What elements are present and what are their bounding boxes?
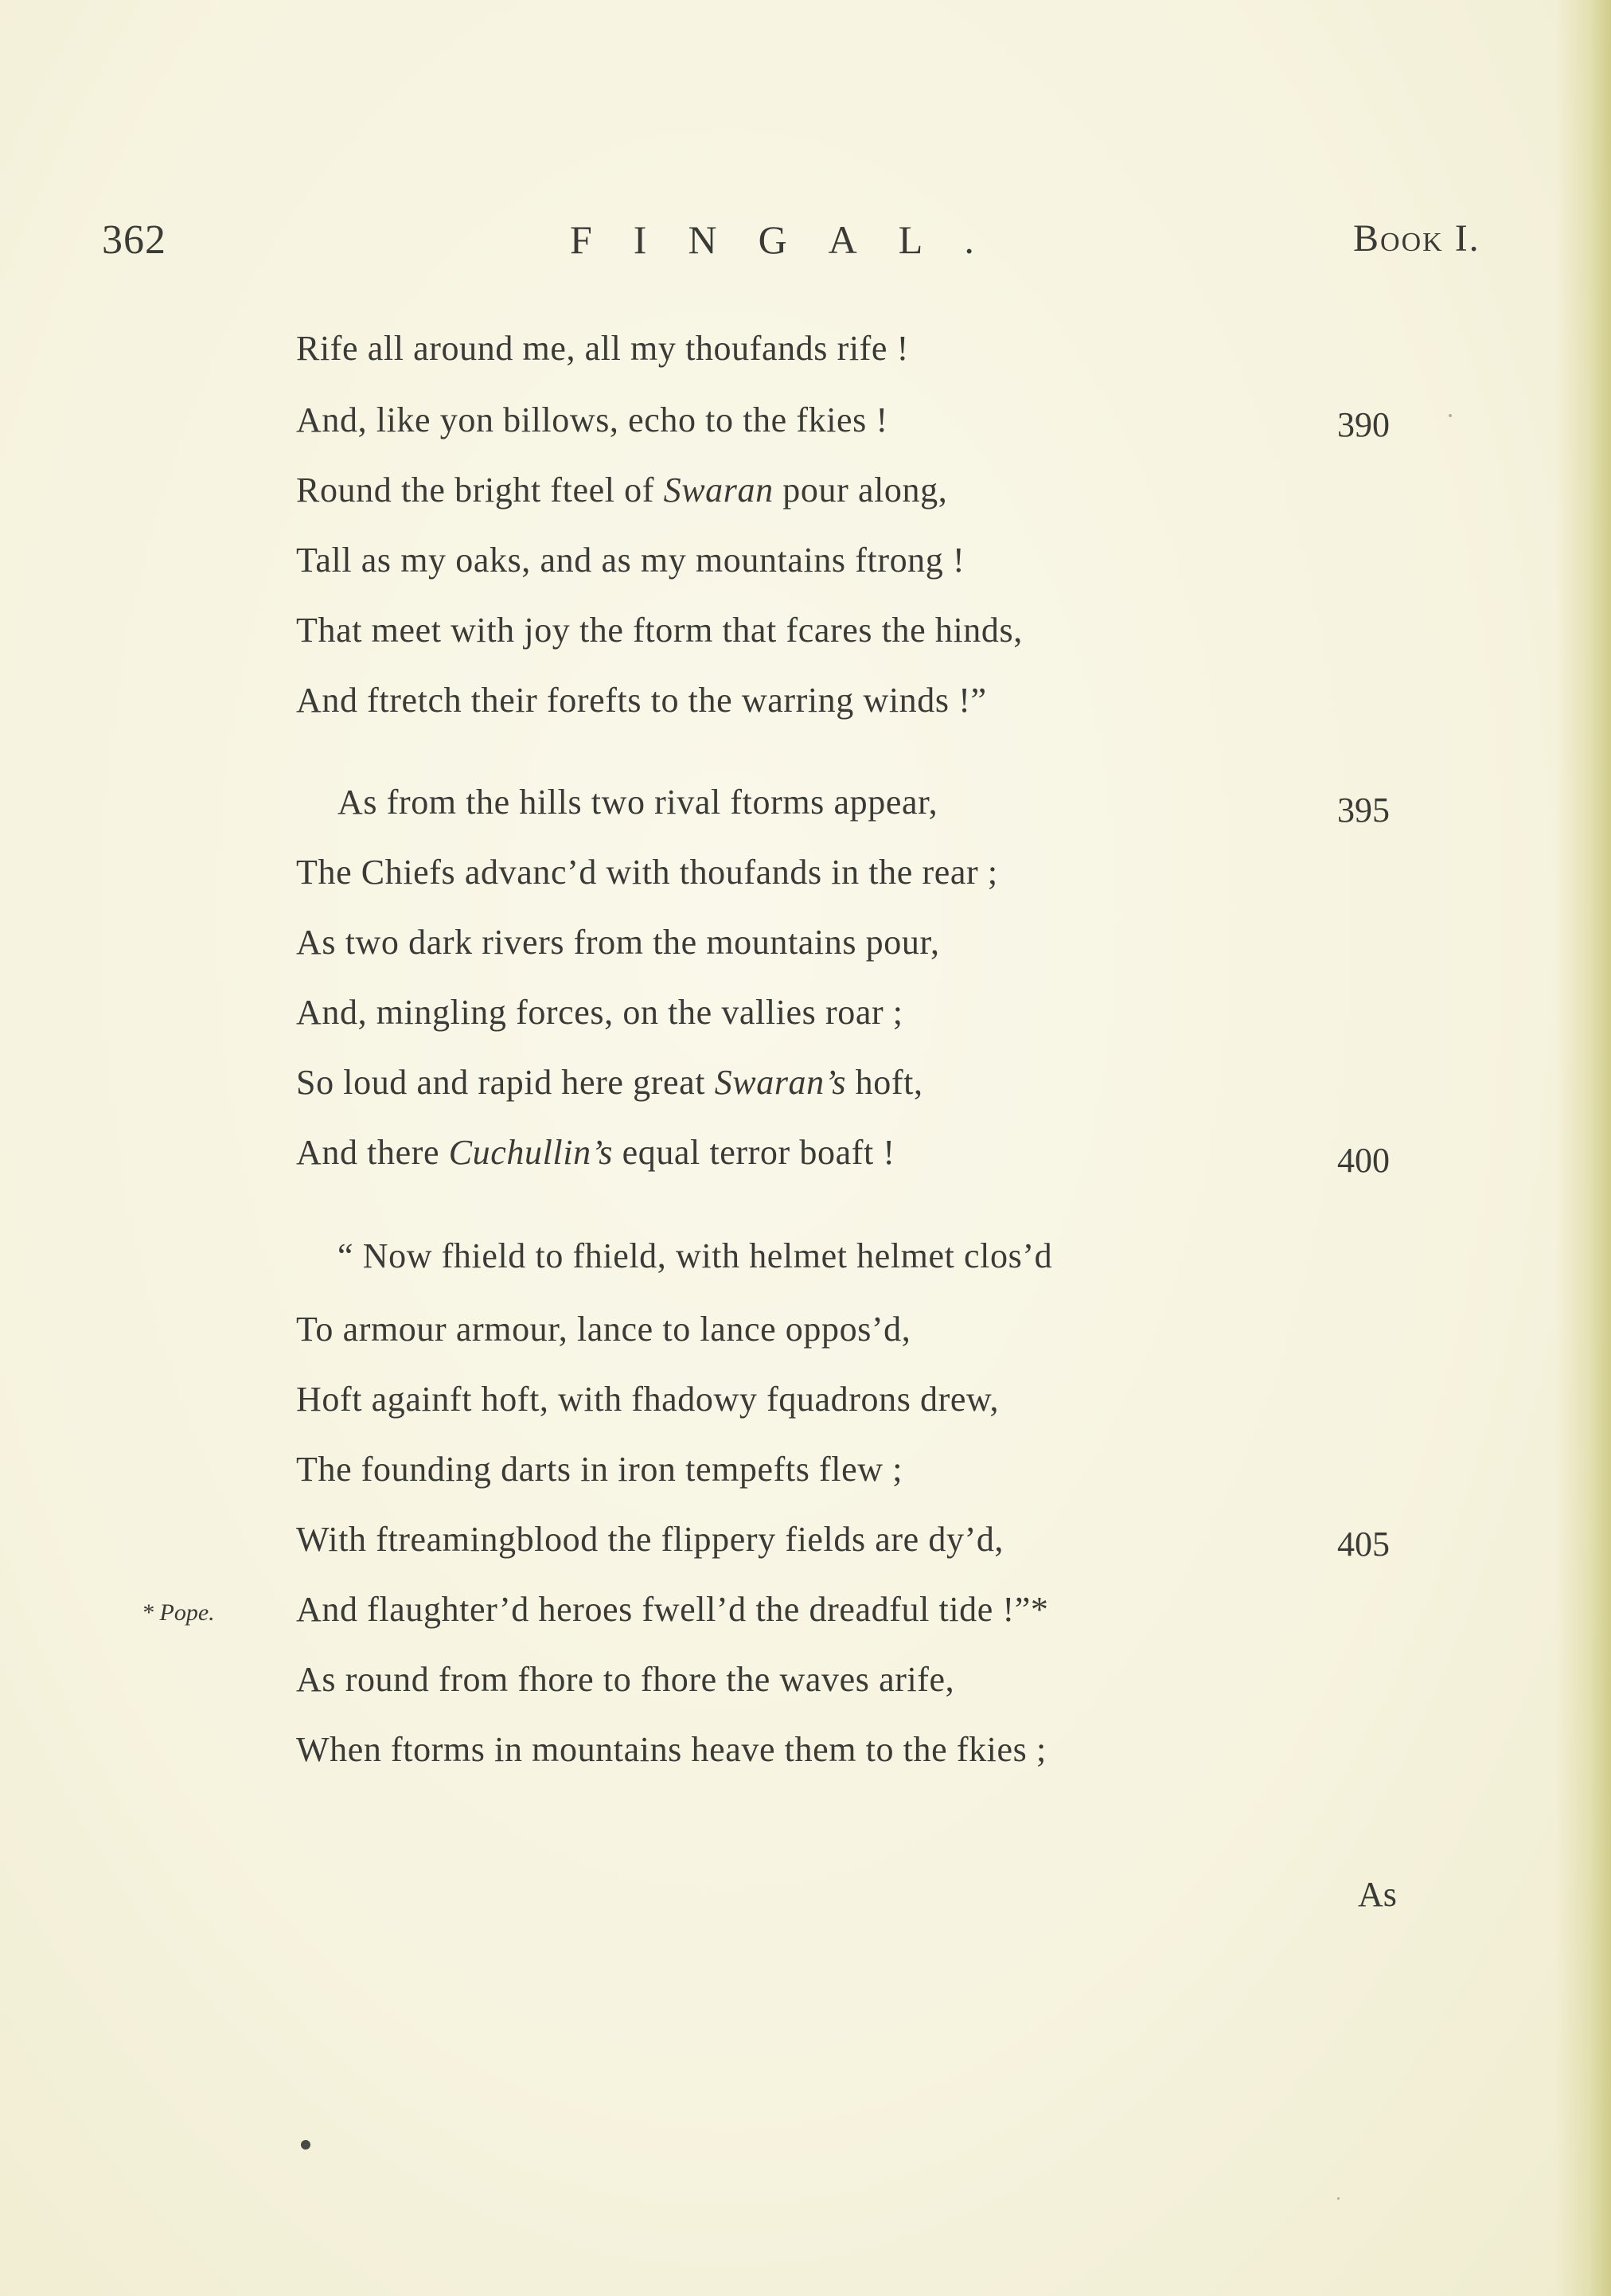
book-word: Book — [1353, 217, 1444, 260]
page-edge-shadow — [1555, 0, 1611, 2296]
verse-line: The founding darts in iron tempefts flew ; — [296, 1450, 903, 1489]
line-number: 400 — [1337, 1141, 1390, 1180]
book-label — [1353, 217, 1480, 260]
paper-speck — [301, 2140, 310, 2150]
marginal-note: * Pope. — [142, 1599, 215, 1626]
page-number: 362 — [102, 217, 166, 263]
catchword: As — [1358, 1875, 1397, 1914]
verse-line: And, mingling forces, on the vallies roar ; — [296, 993, 903, 1032]
verse-line: And there Cuchullin’s equal terror boaft ! — [296, 1133, 895, 1172]
verse-line: And, like yon billows, echo to the fkies ! — [296, 400, 888, 439]
verse-line: Rife all around me, all my thoufands rife ! — [296, 329, 909, 368]
verse-line: As two dark rivers from the mountains pour, — [296, 923, 940, 962]
verse-line: And flaughter’d heroes fwell’d the dreadful tide !”* — [296, 1590, 1049, 1629]
line-number: 390 — [1337, 405, 1390, 444]
verse-line: With ftreamingblood the flippery fields are dy’d, — [296, 1520, 1004, 1559]
line-number: 405 — [1337, 1525, 1390, 1564]
paper-speck — [1337, 2197, 1340, 2200]
verse-line: Round the bright fteel of Swaran pour along, — [296, 471, 948, 510]
verse-line: And ftretch their forefts to the warring winds !” — [296, 681, 987, 720]
verse-line: As round from fhore to fhore the waves arife, — [296, 1660, 955, 1699]
line-number: 395 — [1337, 791, 1390, 830]
verse-line: The Chiefs advanc’d with thoufands in the rear ; — [296, 853, 998, 892]
running-header — [0, 217, 1611, 280]
verse-line: As from the hills two rival ftorms appear, — [337, 783, 938, 822]
verse-line: When ftorms in mountains heave them to the fkies ; — [296, 1730, 1047, 1769]
verse-line: “ Now fhield to fhield, with helmet helmet clos’d — [337, 1236, 1053, 1275]
verse-line: Hoft againft hoft, with fhadowy fquadrons drew, — [296, 1380, 1000, 1419]
book-numeral: I. — [1454, 217, 1480, 260]
verse-line: Tall as my oaks, and as my mountains ftrong ! — [296, 541, 965, 580]
verse-line: So loud and rapid here great Swaran’s hoft, — [296, 1063, 923, 1102]
paper-speck — [1449, 414, 1452, 417]
verse-line: That meet with joy the ftorm that fcares the hinds, — [296, 611, 1023, 650]
verse-line: To armour armour, lance to lance oppos’d, — [296, 1310, 911, 1349]
running-title: FINGAL. — [570, 217, 1016, 262]
